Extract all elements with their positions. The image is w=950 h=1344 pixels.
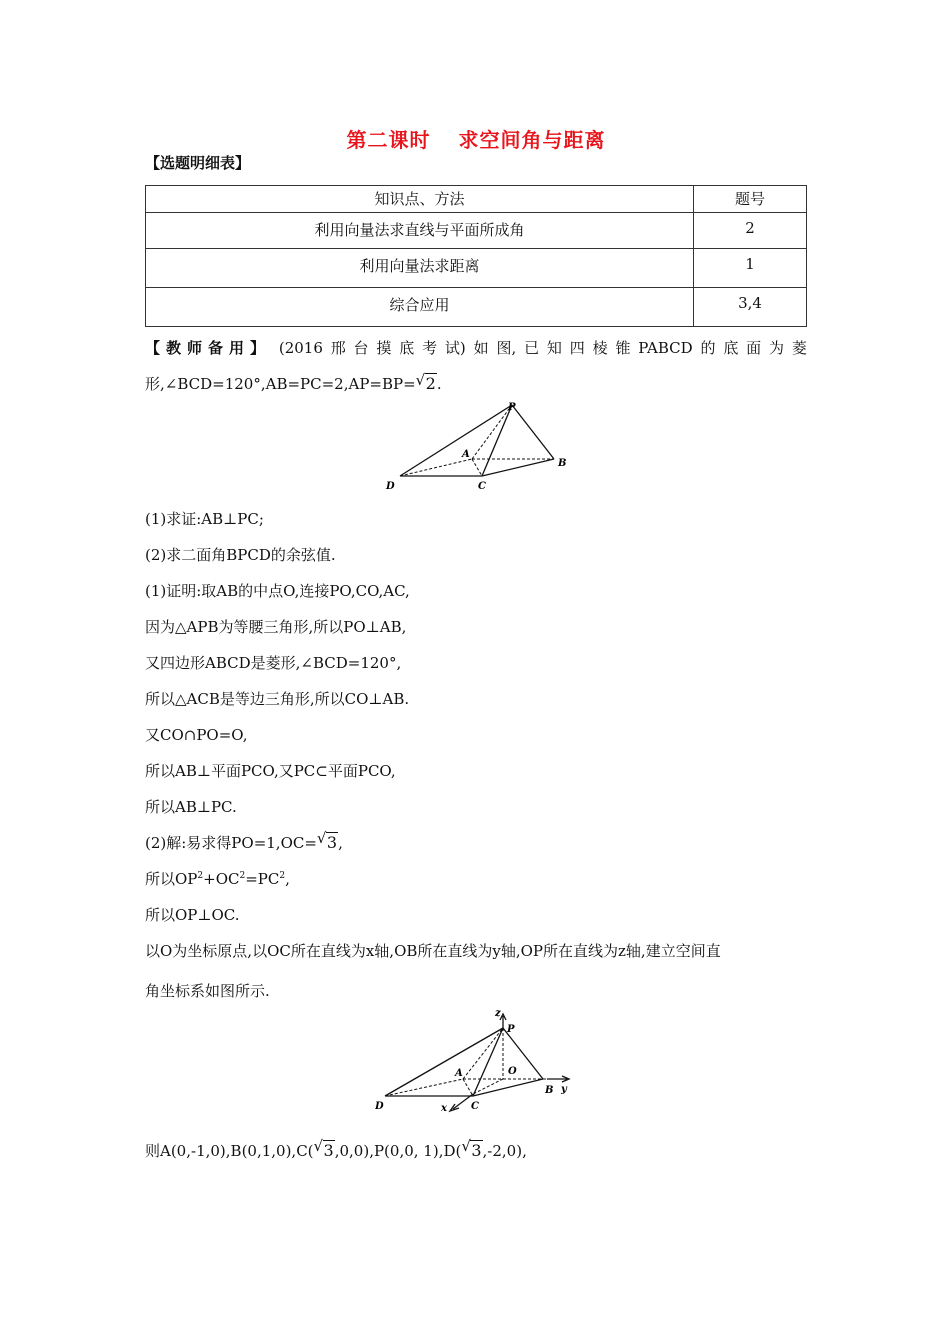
label-a: A (455, 1068, 463, 1079)
proof-line-2: 因为△APB为等腰三角形,所以PO⊥AB, (145, 618, 407, 636)
label-c: C (478, 481, 486, 492)
label-b: B (558, 458, 567, 469)
solution-line-3: 所以OP⊥OC. (145, 906, 240, 924)
label-d: D (375, 1101, 384, 1112)
proof-line-1: (1)证明:取AB的中点O,连接PO,CO,AC, (145, 582, 410, 600)
problem-intro (145, 330, 807, 402)
sqrt-expression: √ 2 (415, 371, 436, 393)
section-label: 【选题明细表】 (145, 154, 251, 172)
label-o: O (508, 1066, 517, 1077)
label-d: D (386, 481, 395, 492)
label-y-axis: y (561, 1084, 567, 1095)
proof-line-6: 所以AB⊥平面PCO,又PC⊂平面PCO, (145, 762, 396, 780)
title-topic: 求空间角与距离 (458, 128, 606, 152)
proof-line-7: 所以AB⊥PC. (145, 798, 237, 816)
teacher-tag: 【教师备用】 (145, 339, 272, 357)
table-cell-number: 1 (694, 249, 807, 288)
question-2: (2)求二面角BPCD的余弦值. (145, 546, 336, 564)
table-row (146, 249, 807, 288)
table-cell-topic: 综合应用 (146, 288, 694, 327)
label-p: P (508, 402, 516, 413)
pyramid-figure-2 (375, 1008, 590, 1113)
label-z-axis: z (495, 1008, 501, 1019)
sqrt-expression: √ 3 (313, 1137, 334, 1160)
label-p: P (507, 1024, 515, 1035)
page-title (145, 124, 807, 153)
table-header-row (146, 186, 807, 213)
table-row (146, 213, 807, 249)
proof-line-4: 所以△ACB是等边三角形,所以CO⊥AB. (145, 690, 410, 708)
table-cell-topic: 利用向量法求距离 (146, 249, 694, 288)
pyramid-figure-1 (380, 398, 580, 493)
question-1: (1)求证:AB⊥PC; (145, 510, 264, 528)
sqrt-expression: √ 3 (316, 829, 338, 852)
table-cell-number: 2 (694, 213, 807, 249)
problem-intro-line-2: 形,∠BCD=120°,AB=PC=2,AP=BP= √ 2. (145, 366, 807, 402)
problem-intro-line-1: 【教师备用】 (2016 邢 台 摸 底 考 试) 如 图, 已 知 四 棱 锥 PABCD 的 底 面 为 菱 (145, 330, 807, 366)
label-a: A (462, 449, 470, 460)
table-header-topic: 知识点、方法 (146, 186, 694, 213)
solution-line-2: 所以$OP^2+OC^2=PC^2$, (145, 870, 290, 888)
solution-line-5: 角坐标系如图所示. (145, 982, 270, 1000)
proof-line-3: 又四边形ABCD是菱形,∠BCD=120°, (145, 654, 402, 672)
label-b: B (545, 1085, 554, 1096)
solution-line-4: 以O为坐标原点,以OC所在直线为x轴,OB所在直线为y轴,OP所在直线为z轴,建立空间直 (145, 942, 721, 960)
question-detail-table (145, 185, 807, 327)
table-row (146, 288, 807, 327)
table-header-number: 题号 (694, 186, 807, 213)
coordinates-line: 则A(0,-1,0),B(0,1,0),C( √ 3,0,0),P(0,0, 1),D( √ 3,-2,0), (145, 1137, 527, 1160)
table-cell-topic: 利用向量法求直线与平面所成角 (146, 213, 694, 249)
label-c: C (471, 1101, 479, 1112)
title-lesson: 第二课时 (346, 128, 431, 152)
solution-line-1: (2)解:易求得PO=1,OC= √ 3, (145, 829, 343, 852)
sqrt-expression: √ 3 (461, 1137, 482, 1160)
proof-line-5: 又CO∩PO=O, (145, 726, 248, 744)
table-cell-number: 3,4 (694, 288, 807, 327)
label-x-axis: x (441, 1103, 447, 1113)
